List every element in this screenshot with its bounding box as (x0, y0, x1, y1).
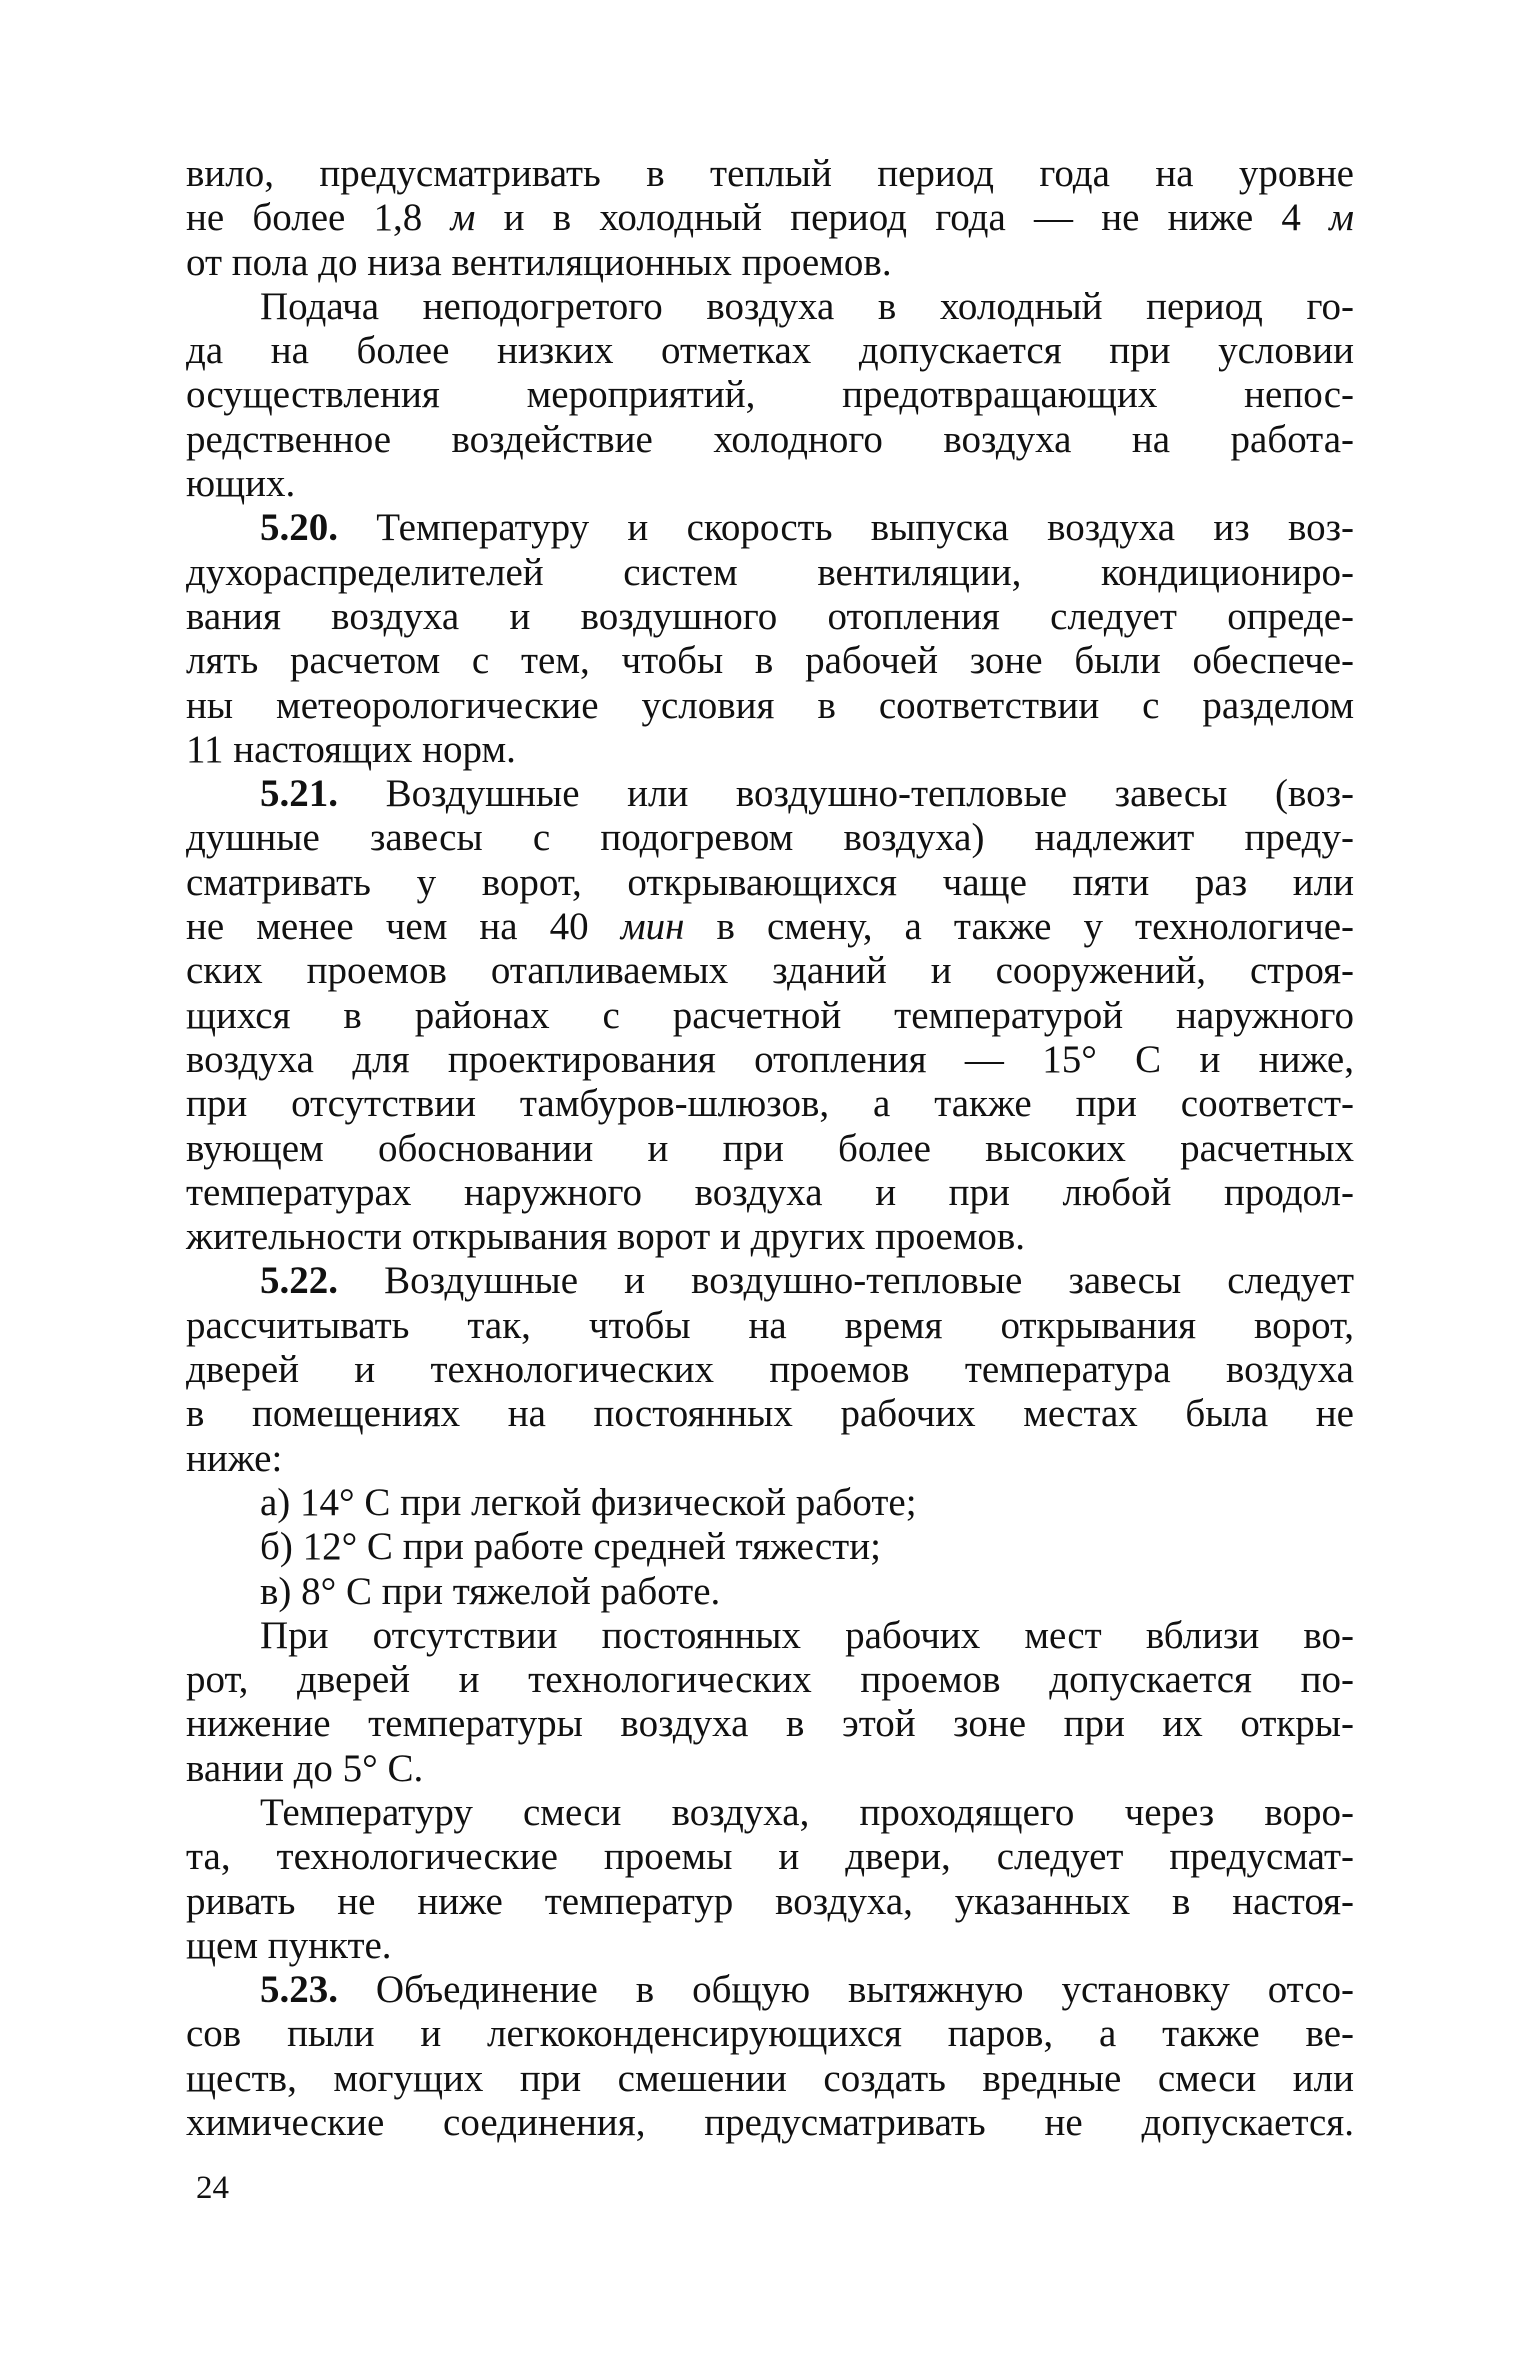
text-line: не более 1,8 м и в холодный период года — не ниже 4 м (186, 196, 1354, 240)
section-5-21: 5.21. Воздушные или воздушно-тепловые завесы (воз- (260, 772, 1354, 816)
text-line: вания воздуха и воздушного отопления следует опреде- (186, 594, 1354, 638)
text-line: сматривать у ворот, открывающихся чаще пяти раз или (186, 860, 1354, 904)
section-number: 5.20. (260, 506, 338, 550)
text-line: не менее чем на 40 мин в смену, а также у технологиче- (186, 905, 1354, 949)
paragraph-start: При отсутствии постоянных рабочих мест вблизи во- (260, 1613, 1354, 1657)
section-number: 5.23. (260, 1968, 338, 2012)
text-line: редственное воздействие холодного воздуха на работа- (186, 417, 1354, 461)
section-number: 5.21. (260, 772, 338, 816)
text-line: осуществления мероприятий, предотвращающих непос- (186, 373, 1354, 417)
list-item: б) 12° С при работе средней тяжести; (260, 1525, 881, 1569)
text-line: вило, предусматривать в теплый период года на уровне (186, 152, 1354, 195)
section-5-23: 5.23. Объединение в общую вытяжную установку отсо- (260, 1968, 1354, 2012)
text-line: лять расчетом с тем, чтобы в рабочей зоне были обеспече- (186, 639, 1354, 683)
text-line: та, технологические проемы и двери, следует предусмат- (186, 1835, 1354, 1879)
text-line: жительности открывания ворот и других проемов. (186, 1215, 1026, 1259)
paragraph-start: Температуру смеси воздуха, проходящего через воро- (260, 1790, 1354, 1834)
body-text (186, 152, 1354, 2145)
unit-italic: м (1329, 196, 1354, 240)
page-number: 24 (196, 2170, 229, 2206)
text-line: воздуха для проектирования отопления — 15° С и ниже, (186, 1037, 1354, 1081)
text-line: щихся в районах с расчетной температурой наружного (186, 993, 1354, 1037)
text-line: от пола до низа вентиляционных проемов. (186, 240, 892, 284)
text-line: щем пункте. (186, 1923, 392, 1967)
unit-italic: мин (620, 905, 685, 949)
paragraph-start: Подача неподогретого воздуха в холодный период го- (260, 284, 1354, 328)
section-5-20: 5.20. Температуру и скорость выпуска воздуха из воз- (260, 506, 1354, 550)
text-line: ществ, могущих при смешении создать вредные смеси или (186, 2056, 1354, 2100)
text-line: ниже: (186, 1436, 283, 1480)
text-line: дверей и технологических проемов температура воздуха (186, 1348, 1354, 1392)
text-line: в помещениях на постоянных рабочих местах была не (186, 1392, 1354, 1436)
list-item: в) 8° С при тяжелой работе. (260, 1569, 721, 1613)
text-line: температурах наружного воздуха и при любой продол- (186, 1170, 1354, 1214)
text-line: химические соединения, предусматривать не допускается. (186, 2101, 1354, 2145)
text-line: при отсутствии тамбуров-шлюзов, а также при соответст- (186, 1082, 1354, 1126)
list-item: а) 14° С при легкой физической работе; (260, 1480, 917, 1524)
text-line: ны метеорологические условия в соответствии с разделом (186, 683, 1354, 727)
text-line: ющих. (186, 462, 296, 506)
text-line: да на более низких отметках допускается при условии (186, 329, 1354, 373)
text-line: вующем обосновании и при более высоких расчетных (186, 1126, 1354, 1170)
section-number: 5.22. (260, 1259, 338, 1303)
text-line: 11 настоящих норм. (186, 727, 516, 771)
text-line: ских проемов отапливаемых зданий и сооружений, строя- (186, 949, 1354, 993)
text-line: рот, дверей и технологических проемов допускается по- (186, 1658, 1354, 1702)
text-line: нижение температуры воздуха в этой зоне при их откры- (186, 1702, 1354, 1746)
section-5-22: 5.22. Воздушные и воздушно-тепловые завесы следует (260, 1259, 1354, 1303)
text-line: рассчитывать так, чтобы на время открывания ворот, (186, 1303, 1354, 1347)
text-line: душные завесы с подогревом воздуха) надлежит преду- (186, 816, 1354, 860)
text-line: сов пыли и легкоконденсирующихся паров, а также ве- (186, 2012, 1354, 2056)
text-line: ривать не ниже температур воздуха, указанных в настоя- (186, 1879, 1354, 1923)
text-line: вании до 5° С. (186, 1746, 424, 1790)
text-line: духораспределителей систем вентиляции, кондициониро- (186, 550, 1354, 594)
unit-italic: м (450, 196, 476, 240)
